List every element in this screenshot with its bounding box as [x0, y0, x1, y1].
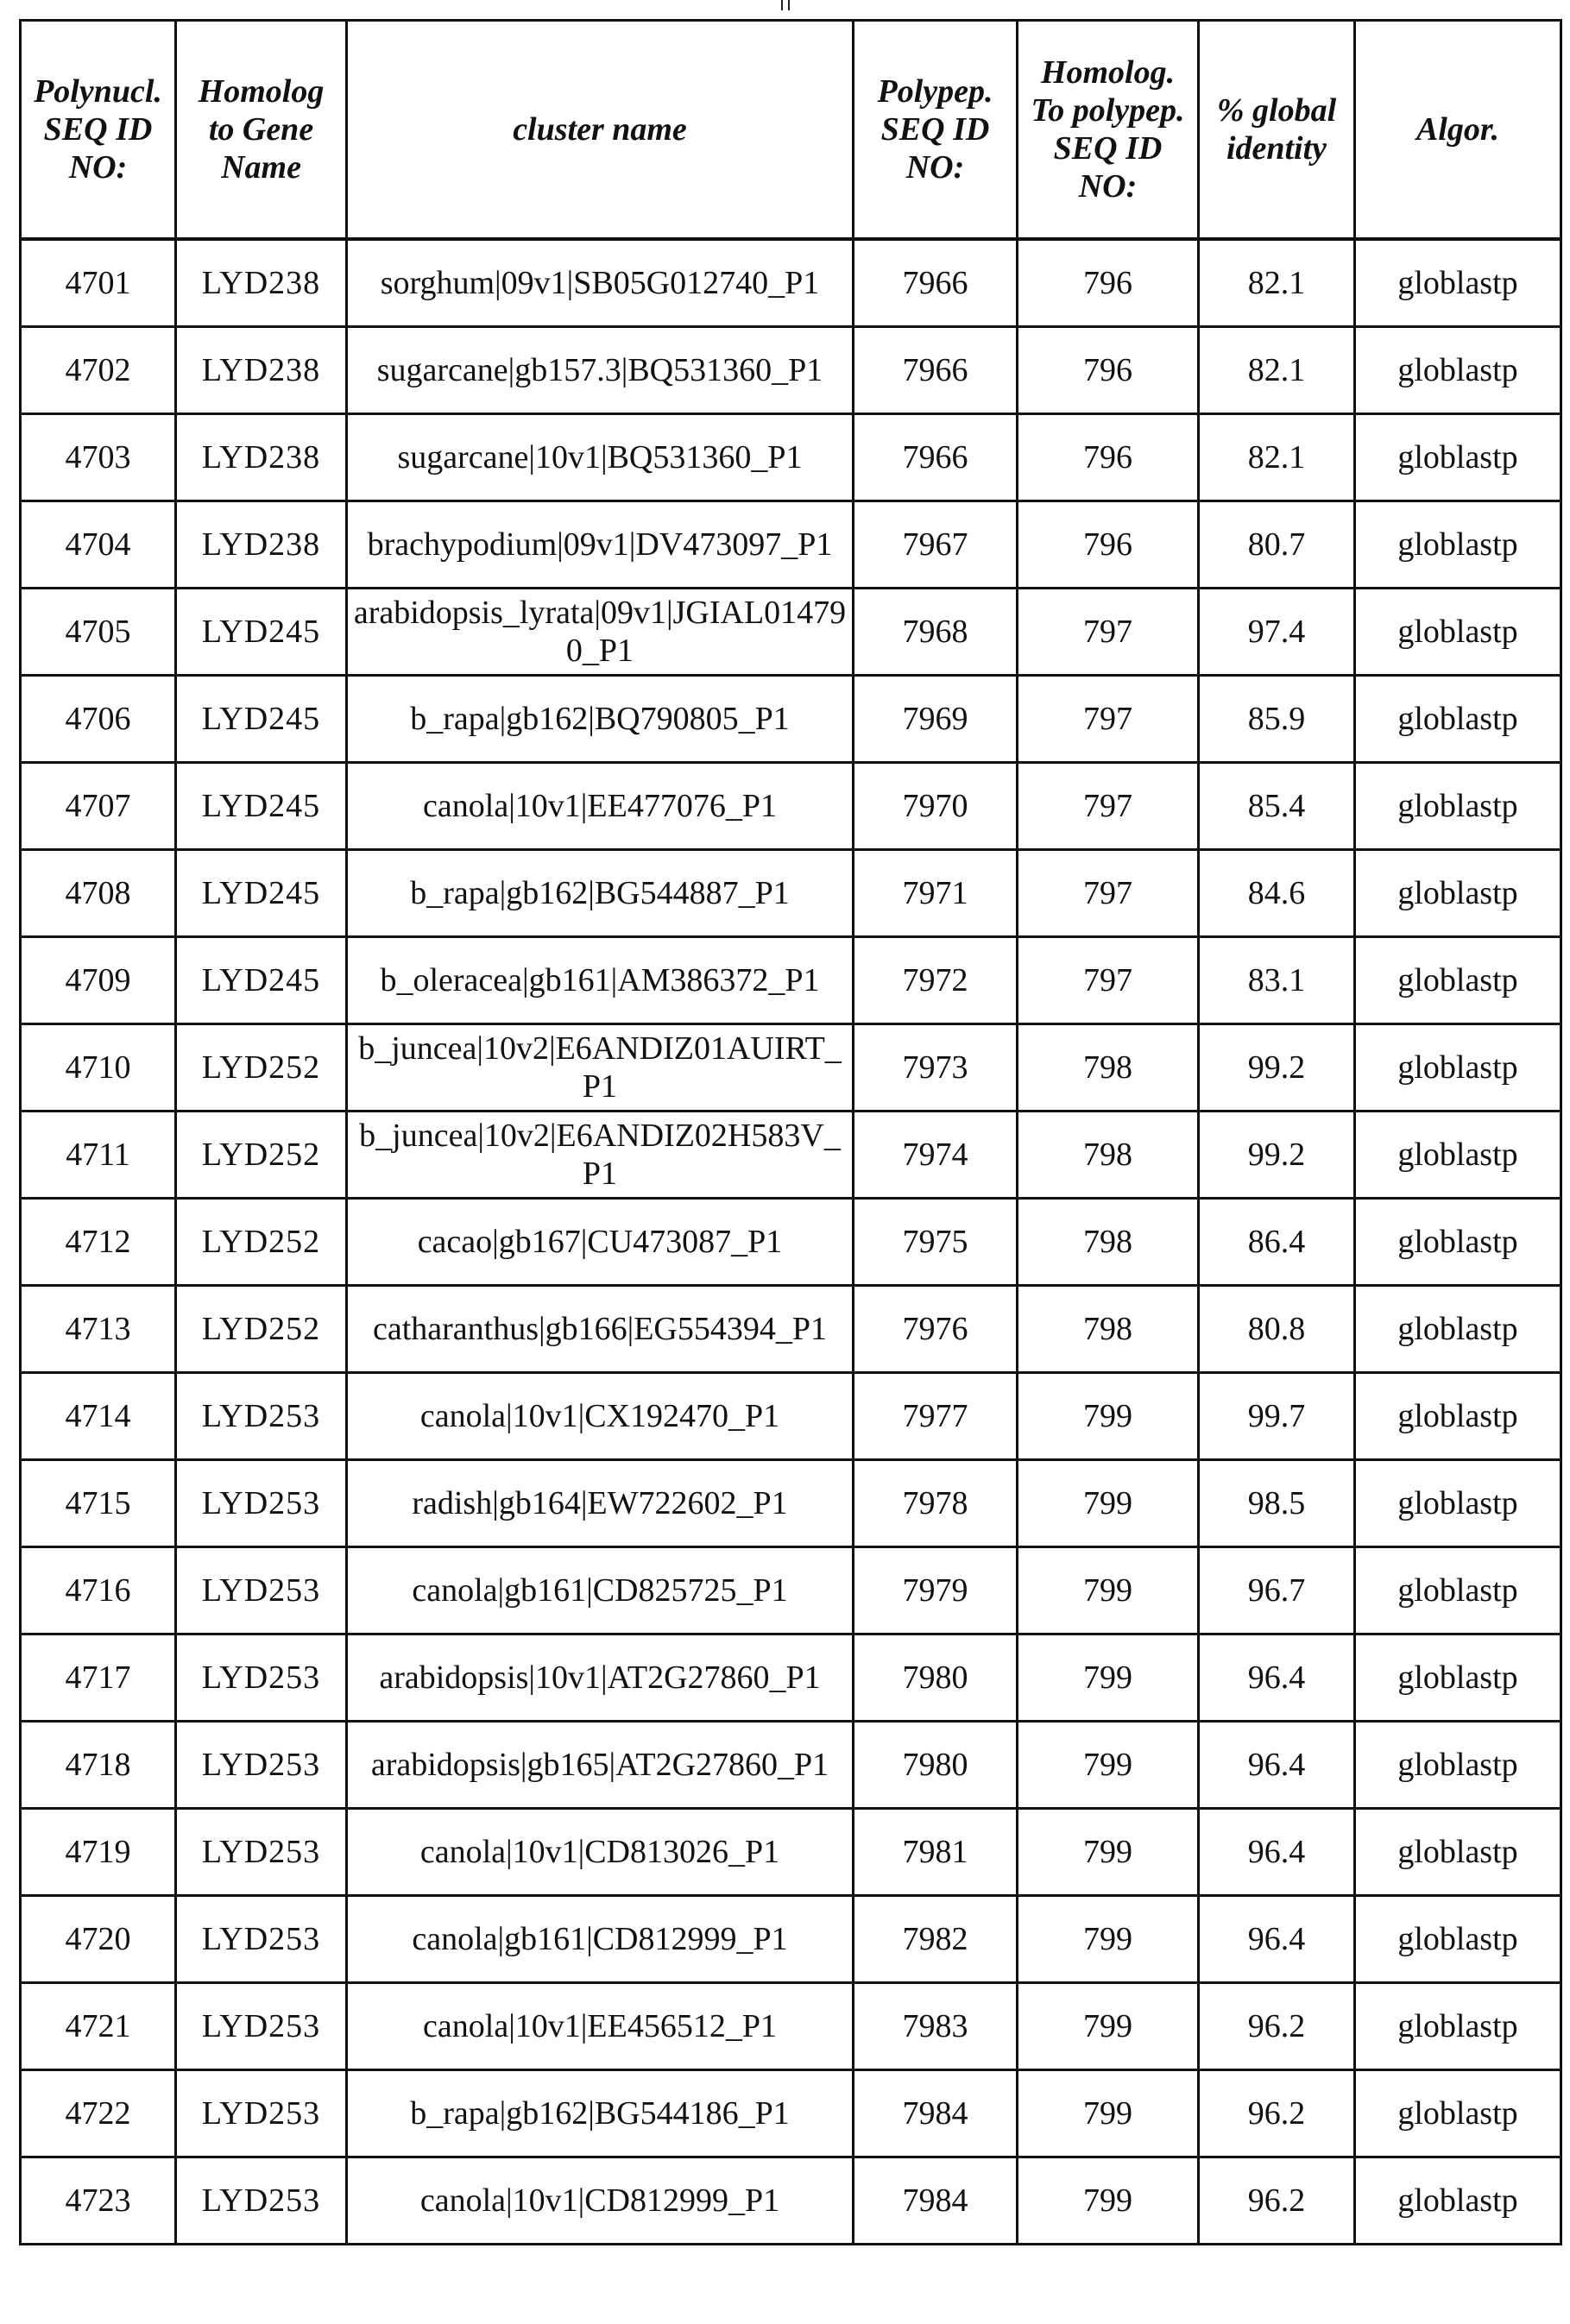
- table-row: [21, 1199, 1561, 1286]
- cell-algorithm: globlastp: [1355, 1024, 1561, 1112]
- cell-algorithm: globlastp: [1355, 850, 1561, 937]
- header-polynucleotide-seq-id: Polynucl. SEQ ID NO:: [21, 21, 176, 240]
- cell-algorithm: globlastp: [1355, 327, 1561, 414]
- cell-global-identity: 96.4: [1199, 1722, 1355, 1809]
- cell-homolog-polypeptide-seq-id: 797: [1018, 937, 1199, 1024]
- cell-polynucleotide-seq-id: 4723: [21, 2157, 176, 2245]
- cell-cluster-name: b_rapa|gb162|BG544887_P1: [347, 850, 854, 937]
- table-row: [21, 501, 1561, 589]
- cell-polynucleotide-seq-id: 4717: [21, 1634, 176, 1722]
- cell-polynucleotide-seq-id: 4710: [21, 1024, 176, 1112]
- cell-gene-name: LYD252: [176, 1286, 347, 1373]
- cell-algorithm: globlastp: [1355, 1286, 1561, 1373]
- cell-algorithm: globlastp: [1355, 763, 1561, 850]
- cell-polypeptide-seq-id: 7982: [854, 1896, 1018, 1983]
- cell-global-identity: 99.2: [1199, 1024, 1355, 1112]
- cell-homolog-polypeptide-seq-id: 796: [1018, 501, 1199, 589]
- cell-global-identity: 98.5: [1199, 1460, 1355, 1547]
- cell-global-identity: 96.7: [1199, 1547, 1355, 1634]
- cell-homolog-polypeptide-seq-id: 798: [1018, 1199, 1199, 1286]
- cell-gene-name: LYD245: [176, 589, 347, 676]
- cell-homolog-polypeptide-seq-id: 799: [1018, 1983, 1199, 2070]
- cell-gene-name: LYD253: [176, 1722, 347, 1809]
- cell-cluster-name: b_rapa|gb162|BQ790805_P1: [347, 676, 854, 763]
- cell-polynucleotide-seq-id: 4703: [21, 414, 176, 501]
- cell-cluster-name: canola|10v1|CX192470_P1: [347, 1373, 854, 1460]
- cell-global-identity: 96.4: [1199, 1896, 1355, 1983]
- cell-homolog-polypeptide-seq-id: 799: [1018, 1634, 1199, 1722]
- cell-cluster-name: brachypodium|09v1|DV473097_P1: [347, 501, 854, 589]
- cell-homolog-polypeptide-seq-id: 797: [1018, 850, 1199, 937]
- cell-gene-name: LYD245: [176, 763, 347, 850]
- cell-global-identity: 82.1: [1199, 327, 1355, 414]
- cell-gene-name: LYD252: [176, 1112, 347, 1199]
- cell-polypeptide-seq-id: 7966: [854, 327, 1018, 414]
- cell-global-identity: 80.7: [1199, 501, 1355, 589]
- cell-polypeptide-seq-id: 7967: [854, 501, 1018, 589]
- cell-polypeptide-seq-id: 7970: [854, 763, 1018, 850]
- table-row: [21, 1547, 1561, 1634]
- cell-algorithm: globlastp: [1355, 1373, 1561, 1460]
- cell-homolog-polypeptide-seq-id: 799: [1018, 2070, 1199, 2157]
- cell-global-identity: 86.4: [1199, 1199, 1355, 1286]
- table-row: [21, 1809, 1561, 1896]
- cell-algorithm: globlastp: [1355, 501, 1561, 589]
- header-cluster-name: cluster name: [347, 21, 854, 240]
- cell-algorithm: globlastp: [1355, 1983, 1561, 2070]
- cell-cluster-name: canola|10v1|CD813026_P1: [347, 1809, 854, 1896]
- cell-algorithm: globlastp: [1355, 1547, 1561, 1634]
- cell-homolog-polypeptide-seq-id: 798: [1018, 1024, 1199, 1112]
- cell-cluster-name: arabidopsis|10v1|AT2G27860_P1: [347, 1634, 854, 1722]
- cell-global-identity: 97.4: [1199, 589, 1355, 676]
- cell-cluster-name: sorghum|09v1|SB05G012740_P1: [347, 239, 854, 327]
- cell-algorithm: globlastp: [1355, 676, 1561, 763]
- cell-gene-name: LYD253: [176, 1896, 347, 1983]
- cell-polynucleotide-seq-id: 4705: [21, 589, 176, 676]
- cell-algorithm: globlastp: [1355, 1112, 1561, 1199]
- cell-algorithm: globlastp: [1355, 1634, 1561, 1722]
- cell-polynucleotide-seq-id: 4714: [21, 1373, 176, 1460]
- header-homolog-gene-name: Homolog to Gene Name: [176, 21, 347, 240]
- cell-gene-name: LYD253: [176, 2157, 347, 2245]
- cell-polypeptide-seq-id: 7984: [854, 2070, 1018, 2157]
- cell-polynucleotide-seq-id: 4707: [21, 763, 176, 850]
- cell-global-identity: 85.9: [1199, 676, 1355, 763]
- cell-polynucleotide-seq-id: 4704: [21, 501, 176, 589]
- cell-polypeptide-seq-id: 7983: [854, 1983, 1018, 2070]
- cell-polynucleotide-seq-id: 4702: [21, 327, 176, 414]
- cell-homolog-polypeptide-seq-id: 799: [1018, 2157, 1199, 2245]
- cell-polypeptide-seq-id: 7980: [854, 1722, 1018, 1809]
- cell-global-identity: 85.4: [1199, 763, 1355, 850]
- cell-gene-name: LYD252: [176, 1199, 347, 1286]
- table-row: [21, 414, 1561, 501]
- table-row: [21, 1983, 1561, 2070]
- cell-polypeptide-seq-id: 7978: [854, 1460, 1018, 1547]
- cell-global-identity: 96.2: [1199, 2070, 1355, 2157]
- cell-gene-name: LYD253: [176, 2070, 347, 2157]
- cell-gene-name: LYD238: [176, 414, 347, 501]
- table-row: [21, 1722, 1561, 1809]
- table-row: [21, 763, 1561, 850]
- cell-homolog-polypeptide-seq-id: 796: [1018, 414, 1199, 501]
- header-homolog-polypeptide-seq-id: Homolog. To polypep. SEQ ID NO:: [1018, 21, 1199, 240]
- cell-cluster-name: canola|10v1|EE456512_P1: [347, 1983, 854, 2070]
- cell-polypeptide-seq-id: 7981: [854, 1809, 1018, 1896]
- cell-global-identity: 99.2: [1199, 1112, 1355, 1199]
- cell-cluster-name: arabidopsis_lyrata|09v1|JGIAL014790_P1: [347, 589, 854, 676]
- cell-polypeptide-seq-id: 7974: [854, 1112, 1018, 1199]
- cell-cluster-name: b_oleracea|gb161|AM386372_P1: [347, 937, 854, 1024]
- cell-homolog-polypeptide-seq-id: 799: [1018, 1373, 1199, 1460]
- cell-algorithm: globlastp: [1355, 1460, 1561, 1547]
- cell-polypeptide-seq-id: 7980: [854, 1634, 1018, 1722]
- homolog-table: [19, 19, 1562, 2245]
- table-row: [21, 850, 1561, 937]
- cell-algorithm: globlastp: [1355, 1199, 1561, 1286]
- cell-cluster-name: sugarcane|10v1|BQ531360_P1: [347, 414, 854, 501]
- cell-global-identity: 96.4: [1199, 1809, 1355, 1896]
- cell-polynucleotide-seq-id: 4713: [21, 1286, 176, 1373]
- cell-algorithm: globlastp: [1355, 937, 1561, 1024]
- cell-polynucleotide-seq-id: 4720: [21, 1896, 176, 1983]
- cell-gene-name: LYD245: [176, 676, 347, 763]
- cell-polynucleotide-seq-id: 4719: [21, 1809, 176, 1896]
- cell-polypeptide-seq-id: 7984: [854, 2157, 1018, 2245]
- cell-polynucleotide-seq-id: 4716: [21, 1547, 176, 1634]
- table-row: [21, 937, 1561, 1024]
- cell-gene-name: LYD238: [176, 327, 347, 414]
- cell-global-identity: 83.1: [1199, 937, 1355, 1024]
- cell-polypeptide-seq-id: 7979: [854, 1547, 1018, 1634]
- cell-algorithm: globlastp: [1355, 1896, 1561, 1983]
- cell-polypeptide-seq-id: 7977: [854, 1373, 1018, 1460]
- table-row: [21, 1112, 1561, 1199]
- header-polypeptide-seq-id: Polypep. SEQ ID NO:: [854, 21, 1018, 240]
- cell-gene-name: LYD253: [176, 1634, 347, 1722]
- cell-global-identity: 82.1: [1199, 239, 1355, 327]
- cell-homolog-polypeptide-seq-id: 799: [1018, 1460, 1199, 1547]
- cell-gene-name: LYD252: [176, 1024, 347, 1112]
- table-row: [21, 1634, 1561, 1722]
- cell-homolog-polypeptide-seq-id: 797: [1018, 676, 1199, 763]
- cell-polypeptide-seq-id: 7976: [854, 1286, 1018, 1373]
- table-row: [21, 2157, 1561, 2245]
- table-row: [21, 1024, 1561, 1112]
- cell-cluster-name: radish|gb164|EW722602_P1: [347, 1460, 854, 1547]
- cell-homolog-polypeptide-seq-id: 796: [1018, 239, 1199, 327]
- cell-homolog-polypeptide-seq-id: 799: [1018, 1809, 1199, 1896]
- table-header: [21, 21, 1561, 240]
- cell-cluster-name: sugarcane|gb157.3|BQ531360_P1: [347, 327, 854, 414]
- cell-homolog-polypeptide-seq-id: 797: [1018, 763, 1199, 850]
- cell-homolog-polypeptide-seq-id: 799: [1018, 1722, 1199, 1809]
- table-row: [21, 239, 1561, 327]
- table-row: [21, 1373, 1561, 1460]
- cell-polynucleotide-seq-id: 4709: [21, 937, 176, 1024]
- cell-global-identity: 96.2: [1199, 1983, 1355, 2070]
- header-algorithm: Algor.: [1355, 21, 1561, 240]
- cell-polypeptide-seq-id: 7966: [854, 239, 1018, 327]
- table-row: [21, 2070, 1561, 2157]
- header-global-identity: % global identity: [1199, 21, 1355, 240]
- cell-homolog-polypeptide-seq-id: 799: [1018, 1896, 1199, 1983]
- cell-global-identity: 80.8: [1199, 1286, 1355, 1373]
- cell-polynucleotide-seq-id: 4711: [21, 1112, 176, 1199]
- cell-polynucleotide-seq-id: 4715: [21, 1460, 176, 1547]
- cell-algorithm: globlastp: [1355, 1722, 1561, 1809]
- cell-polypeptide-seq-id: 7968: [854, 589, 1018, 676]
- cell-algorithm: globlastp: [1355, 2070, 1561, 2157]
- cell-gene-name: LYD253: [176, 1460, 347, 1547]
- table-row: [21, 1896, 1561, 1983]
- cell-cluster-name: canola|gb161|CD825725_P1: [347, 1547, 854, 1634]
- table-row: [21, 327, 1561, 414]
- cell-algorithm: globlastp: [1355, 589, 1561, 676]
- cell-gene-name: LYD238: [176, 501, 347, 589]
- cell-polynucleotide-seq-id: 4721: [21, 1983, 176, 2070]
- cell-polypeptide-seq-id: 7972: [854, 937, 1018, 1024]
- table-row: [21, 1286, 1561, 1373]
- cell-gene-name: LYD245: [176, 937, 347, 1024]
- cell-homolog-polypeptide-seq-id: 797: [1018, 589, 1199, 676]
- cell-gene-name: LYD253: [176, 1373, 347, 1460]
- cell-polynucleotide-seq-id: 4718: [21, 1722, 176, 1809]
- cell-gene-name: LYD253: [176, 1547, 347, 1634]
- cell-polypeptide-seq-id: 7973: [854, 1024, 1018, 1112]
- cell-polynucleotide-seq-id: 4722: [21, 2070, 176, 2157]
- cell-homolog-polypeptide-seq-id: 798: [1018, 1286, 1199, 1373]
- cell-polypeptide-seq-id: 7975: [854, 1199, 1018, 1286]
- cell-global-identity: 96.4: [1199, 1634, 1355, 1722]
- cell-homolog-polypeptide-seq-id: 796: [1018, 327, 1199, 414]
- cell-cluster-name: canola|10v1|EE477076_P1: [347, 763, 854, 850]
- cell-polypeptide-seq-id: 7971: [854, 850, 1018, 937]
- cell-cluster-name: canola|gb161|CD812999_P1: [347, 1896, 854, 1983]
- table-row: [21, 1460, 1561, 1547]
- cell-gene-name: LYD253: [176, 1983, 347, 2070]
- cell-gene-name: LYD238: [176, 239, 347, 327]
- cell-cluster-name: catharanthus|gb166|EG554394_P1: [347, 1286, 854, 1373]
- cell-polynucleotide-seq-id: 4701: [21, 239, 176, 327]
- cell-homolog-polypeptide-seq-id: 799: [1018, 1547, 1199, 1634]
- cell-polynucleotide-seq-id: 4706: [21, 676, 176, 763]
- cell-cluster-name: b_rapa|gb162|BG544186_P1: [347, 2070, 854, 2157]
- cell-cluster-name: b_juncea|10v2|E6ANDIZ01AUIRT_P1: [347, 1024, 854, 1112]
- cell-algorithm: globlastp: [1355, 2157, 1561, 2245]
- cell-gene-name: LYD253: [176, 1809, 347, 1896]
- cell-homolog-polypeptide-seq-id: 798: [1018, 1112, 1199, 1199]
- cell-global-identity: 82.1: [1199, 414, 1355, 501]
- cell-cluster-name: canola|10v1|CD812999_P1: [347, 2157, 854, 2245]
- cell-polynucleotide-seq-id: 4712: [21, 1199, 176, 1286]
- table-row: [21, 589, 1561, 676]
- cell-algorithm: globlastp: [1355, 239, 1561, 327]
- cell-polypeptide-seq-id: 7969: [854, 676, 1018, 763]
- cell-cluster-name: arabidopsis|gb165|AT2G27860_P1: [347, 1722, 854, 1809]
- table-body: [21, 239, 1561, 2245]
- cell-gene-name: LYD245: [176, 850, 347, 937]
- cell-algorithm: globlastp: [1355, 1809, 1561, 1896]
- header-row: [21, 21, 1561, 240]
- cell-algorithm: globlastp: [1355, 414, 1561, 501]
- cell-cluster-name: b_juncea|10v2|E6ANDIZ02H583V_P1: [347, 1112, 854, 1199]
- cell-global-identity: 96.2: [1199, 2157, 1355, 2245]
- cell-global-identity: 99.7: [1199, 1373, 1355, 1460]
- cell-polypeptide-seq-id: 7966: [854, 414, 1018, 501]
- cell-polynucleotide-seq-id: 4708: [21, 850, 176, 937]
- cell-cluster-name: cacao|gb167|CU473087_P1: [347, 1199, 854, 1286]
- page-continuation-mark: [781, 0, 790, 10]
- cell-global-identity: 84.6: [1199, 850, 1355, 937]
- table-row: [21, 676, 1561, 763]
